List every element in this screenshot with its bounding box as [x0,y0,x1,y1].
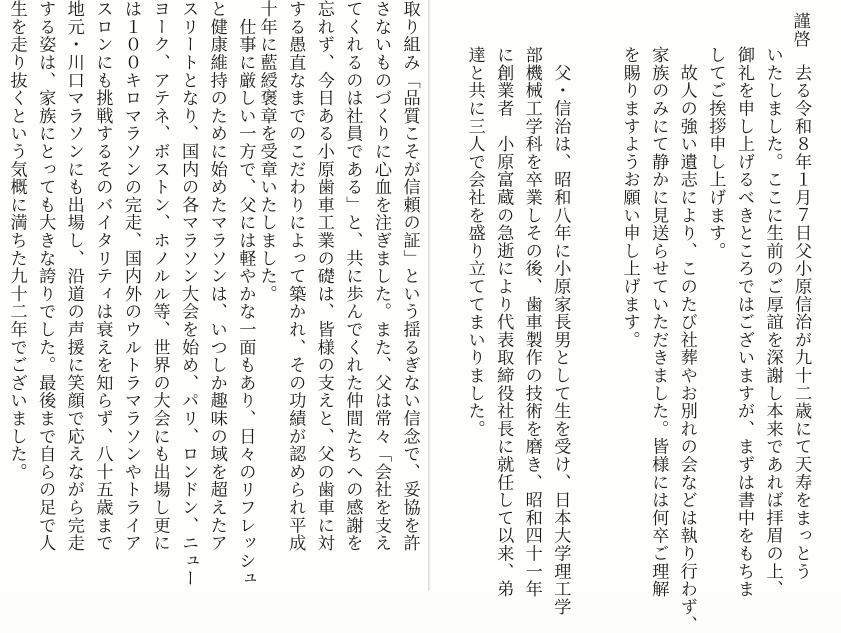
notice-paragraph [615,46,815,633]
text-column: 仕事に厳しい一方で、父には軽やかな一面もあり、日々のリフレッシュ [235,0,256,588]
right-page [430,0,841,633]
text-column: 家族のみにて静かに見送らせていただきました。皆様には何卒ご理解 [648,46,669,598]
text-column: 御礼を申し上げるべきところではございますが、まずは書中をもちま [733,46,754,598]
text-column: に創業者 小原富蔵の急逝により代表取締役社長に就任して以来、弟 [493,46,514,598]
left-page [0,0,428,591]
text-column: スリートとなり、国内の各マラソン大会を始め、パリ、ロンドン、ニュー [178,0,199,588]
history-paragraph [460,46,574,616]
text-column: 達と共に三人で会社を盛り立ててまいりました。 [464,46,485,438]
text-column: と健康維持のために始めたマラソンは、いつしか趣味の域を超えたア [206,0,227,552]
text-column: さないものづくりに心血を注ぎました。また、父は常々「会社を支え [370,0,391,552]
text-column: 故人の強い遺志により、このたび社葬やお別れの会などは執り行わず、 [676,46,697,633]
text-column: 父・信治は、昭和八年に小原家長男として生を受け、日本大学理工学 [550,46,571,616]
text-column: する姿は、家族にとっても大きな誇りでした。最後まで自らの足で人 [35,0,56,552]
text-column: 地元・川口マラソンにも出場し、沿道の声援に笑顔で応えながら完走 [63,0,84,552]
legacy-paragraph [252,0,452,570]
text-column: スロンにも挑戦するそのバイタリティは衰えを知らず、八十五歳まで [92,0,113,552]
text-column: 取り組み「品質こそが信頼の証」という揺るぎない信念で、妥協を許 [399,0,420,552]
salutation: 謹啓 [789,12,810,48]
text-column: 十年に藍綬褒章を受章いたしました。 [256,0,277,303]
text-column: 忘れず、今日ある小原歯車工業の礎は、皆様の支えと、父の歯車に対 [313,0,334,552]
text-column: してご挨拶申し上げます。 [705,46,726,260]
marathon-paragraph [2,0,259,587]
text-column: てくれるのは社員である」と、共に歩んでくれた仲間たちへの感謝を [342,0,363,552]
text-column: 部機械工学科を卒業しその後、歯車製作の技術を磨き、昭和四十一年 [521,46,542,598]
text-column: 去る令和８年１月７日父小原信治が九十二歳にて天寿をまっとう [791,46,812,580]
text-column: ヨーク、アテネ、ボストン、ホノルル等、世界の大会にも出場し更に [149,0,170,552]
text-column: 生を走り抜くという気概に満ちた九十二年でございました。 [6,0,27,481]
text-column: を賜りますようお願い申し上げます。 [619,46,640,349]
text-column: する愚直なまでのこだわりによって築かれ、その功績が認められ平成 [285,0,306,552]
text-column: いたしました。ここに生前のご厚誼を深謝し本来であれば拝眉の上、 [762,46,783,598]
text-column: は１００キロマラソンの完走、国内外のウルトラマラソンやトライア [120,0,141,552]
